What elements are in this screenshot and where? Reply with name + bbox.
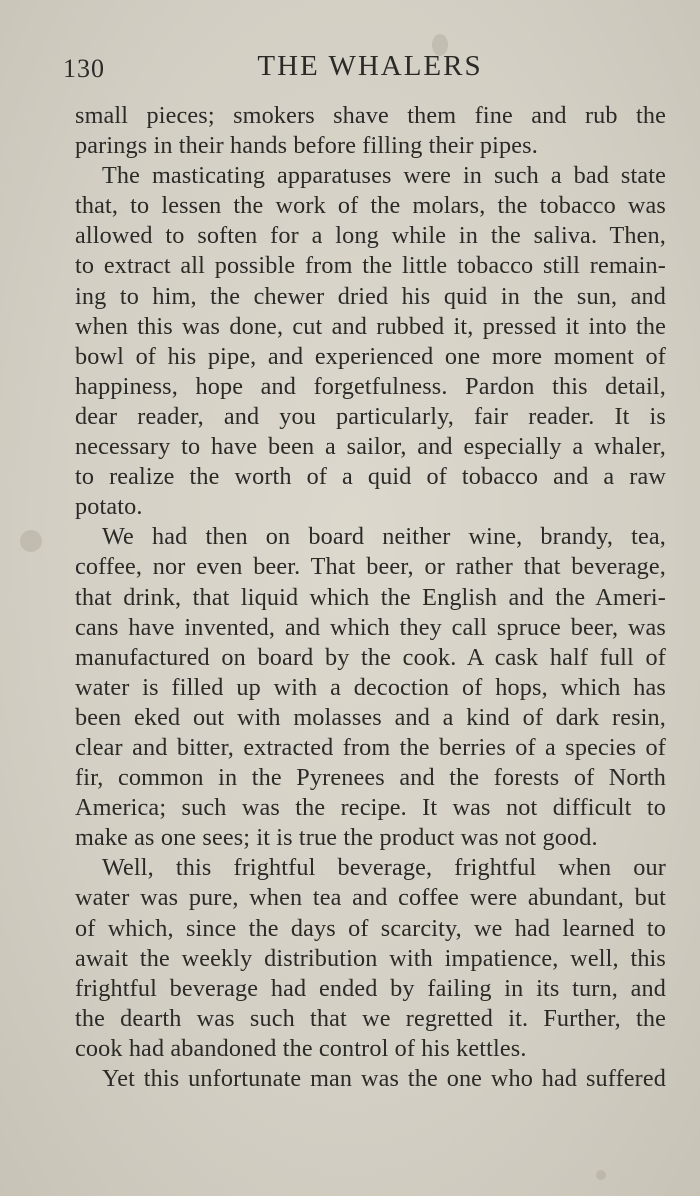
- text-line: water was pure, when tea and coffee were abundant, but: [75, 884, 666, 912]
- text-line: that, to lessen the work of the molars, the tobacco was: [75, 192, 666, 220]
- paper-stain: [596, 1170, 606, 1180]
- paper-stain: [20, 530, 42, 552]
- text-line: The masticating apparatuses were in such a bad state: [102, 162, 666, 190]
- text-line: fir, common in the Pyrenees and the forests of North: [75, 764, 666, 792]
- text-line: await the weekly distribution with impatience, well, this: [75, 944, 666, 972]
- text-line: to extract all possible from the little tobacco still remain-: [75, 252, 666, 280]
- text-line: allowed to soften for a long while in the saliva. Then,: [75, 222, 666, 250]
- running-title: THE WHALERS: [257, 50, 483, 82]
- page-header: [63, 50, 665, 90]
- text-line: ing to him, the chewer dried his quid in the sun, and: [75, 282, 666, 310]
- text-line: manufactured on board by the cook. A cask half full of: [75, 643, 666, 671]
- body-text: [75, 101, 666, 1094]
- text-line: Yet this unfortunate man was the one who had suffered: [102, 1065, 666, 1092]
- text-line: coffee, nor even beer. That beer, or rather that beverage,: [75, 553, 666, 581]
- text-line: small pieces; smokers shave them fine and rub the: [75, 102, 666, 129]
- text-line: cook had abandoned the control of his kettles.: [75, 1034, 527, 1062]
- text-line: Well, this frightful beverage, frightful when our: [102, 854, 666, 882]
- text-line: We had then on board neither wine, brandy, tea,: [102, 523, 666, 551]
- text-line: of which, since the days of scarcity, we had learned to: [75, 914, 666, 942]
- text-line: potato.: [75, 493, 143, 521]
- text-line: bowl of his pipe, and experienced one more moment of: [75, 342, 666, 370]
- text-line: necessary to have been a sailor, and especially a whaler,: [75, 433, 666, 461]
- text-line: frightful beverage had ended by failing in its turn, and: [75, 974, 666, 1002]
- text-line: that drink, that liquid which the English and the Ameri-: [75, 583, 666, 611]
- text-line: America; such was the recipe. It was not difficult to: [75, 794, 666, 822]
- text-line: been eked out with molasses and a kind of dark resin,: [75, 703, 666, 731]
- text-line: to realize the worth of a quid of tobacco and a raw: [75, 463, 666, 491]
- text-line: cans have invented, and which they call spruce beer, was: [75, 613, 666, 641]
- text-line: make as one sees; it is true the product was not good.: [75, 824, 598, 852]
- text-line: water is filled up with a decoction of hops, which has: [75, 673, 666, 701]
- text-line: the dearth was such that we regretted it. Further, the: [75, 1004, 666, 1032]
- text-line: dear reader, and you particularly, fair reader. It is: [75, 402, 666, 430]
- text-line: when this was done, cut and rubbed it, pressed it into the: [75, 312, 666, 340]
- text-line: happiness, hope and forgetfulness. Pardon this detail,: [75, 372, 666, 400]
- page-number: 130: [63, 54, 105, 83]
- text-line: clear and bitter, extracted from the berries of a species of: [75, 733, 666, 761]
- text-line: parings in their hands before filling their pipes.: [75, 132, 538, 160]
